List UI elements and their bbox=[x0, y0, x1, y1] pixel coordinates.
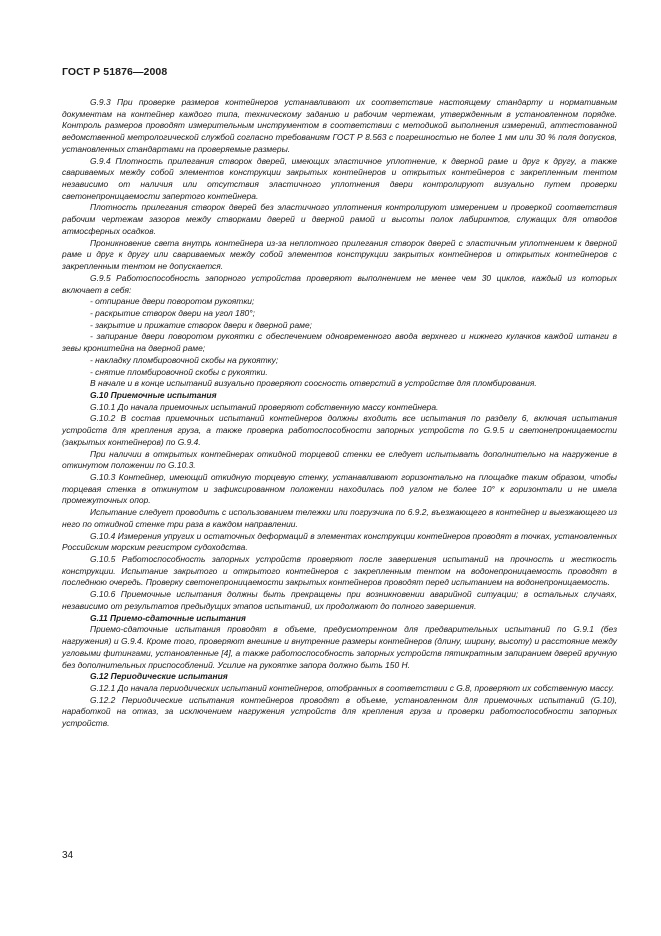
paragraph: В начале и в конце испытаний визуально проверяют соосность отверстий в устройстве для пломбирования. bbox=[90, 378, 537, 389]
page-number: 34 bbox=[62, 850, 74, 861]
paragraph: G.12.1 До начала периодических испытаний контейнеров, отобранных в соответствии с G.8, проверяют их собственную массу. bbox=[90, 682, 615, 693]
section-heading: G.11 Приемо-сдаточные испытания bbox=[90, 612, 246, 623]
paragraph: При наличии в открытых контейнерах откидной торцевой стенки ее следует испытывать дополнительно на нагружение в откинутом положении по G.10.3. bbox=[62, 448, 617, 471]
list-item: - накладку пломбировочной скобы на рукоятку; bbox=[90, 354, 279, 365]
paragraph: Приемо-сдаточные испытания проводят в объеме, предусмотренном для предварительных испытаний по G.9.1 (без нагружения) и G.9.4. Кроме того, проверяют внешние и внутренние размеры контейнеров (длину, ширину, высоту) и расстояние между угловыми фитингами, установленные [4], а также работоспособность запорных устройств пятикратным запиранием дверей вручную без дополнительных приспособлений. Усилие на рукоятке запора должно быть 150 Н. bbox=[62, 624, 617, 670]
list-item: - запирание двери поворотом рукоятки с обеспечением одновременного ввода верхнего и нижнего кулачков каждой штанги в зевы кронштейна на дверной раме; bbox=[62, 331, 617, 354]
paragraph: G.12.2 Периодические испытания контейнеров проводят в объеме, установленном для приемочных испытаний (G.10), наработкой на отказ, за исключением нагружения устройств для крепления груза и проверки работоспособности запорных устройств. bbox=[62, 694, 617, 729]
paragraph: G.10.2 В состав приемочных испытаний контейнеров должны входить все испытания по разделу 6, включая испытания устройств для крепления груза, а также проверка работоспособности запорных устройств по G.9.5 и светонепроницаемости (закрытых контейнеров) по G.9.4. bbox=[62, 413, 617, 447]
paragraph: G.10.4 Измерения упругих и остаточных деформаций в элементах конструкции контейнеров проводят в точках, установленных Российским морским регистром судоходства. bbox=[62, 530, 617, 553]
paragraph: G.10.1 До начала приемочных испытаний проверяют собственную массу контейнера. bbox=[90, 401, 439, 412]
paragraph: G.9.4 Плотность прилегания створок дверей, имеющих эластичное уплотнение, к дверной раме и друг к другу, а также свариваемых между собой элементов конструкции закрытых контейнеров и открытых контейнеров с закрепленным тентом независимо от наличия или отсутствия эластичного уплотнения двери контролируют визуально путем проверки светонепроницаемости запертого контейнера. bbox=[62, 155, 617, 201]
list-item: - снятие пломбировочной скобы с рукоятки. bbox=[90, 366, 268, 377]
paragraph: Плотность прилегания створок дверей без эластичного уплотнения контролируют измерением и проверкой соответствия рабочим чертежам зазоров между створками дверей и дверной рамой и высоты полок лабиринтов, служащих для отводов атмосферных осадков. bbox=[62, 202, 617, 236]
paragraph: Проникновение света внутрь контейнера из-за неплотного прилегания створок дверей с эластичным уплотнением к дверной раме и друг к другу или свариваемых между собой элементов конструкции закрытых контейнеров и открытых контейнеров с закрепленным тентом не допускается. bbox=[62, 237, 617, 272]
section-heading: G.10 Приемочные испытания bbox=[90, 389, 217, 400]
list-item: - отпирание двери поворотом рукоятки; bbox=[90, 296, 255, 307]
list-item: - раскрытие створок двери на угол 180°; bbox=[90, 307, 255, 318]
paragraph: G.10.6 Приемочные испытания должны быть прекращены при возникновении аварийной ситуации; в остальных случаях, независимо от результатов предыдущих этапов испытаний, их продолжают до полного завершения. bbox=[62, 589, 617, 611]
paragraph: G.9.5 Работоспособность запорного устройства проверяют выполнением не менее чем 30 циклов, каждый из которых включает в себя: bbox=[62, 272, 617, 295]
paragraph: G.9.3 При проверке размеров контейнеров устанавливают их соответствие настоящему стандарту и нормативным документам на контейнер каждого типа, техническому заданию и рабочим чертежам, утвержденным в установленном порядке. Контроль размеров проводят измерительным инструментом в соответствии с методикой выполнения измерений, аттестованной ведомственной метрологической службой согласно требованиям ГОСТ Р 8.563 с погрешностью не более 1 мм или 30 % поля допусков, установленных стандартами на проверяемые размеры. bbox=[62, 97, 617, 154]
list-item: - закрытие и прижатие створок двери к дверной раме; bbox=[90, 319, 312, 330]
paragraph: Испытание следует проводить с использованием тележки или погрузчика по 6.9.2, въезжающего в контейнер и выезжающего из него по откидной стенке три раза в каждом направлении. bbox=[62, 507, 617, 529]
section-heading: G.12 Периодические испытания bbox=[90, 671, 228, 682]
paragraph: G.10.3 Контейнер, имеющий откидную торцевую стенку, устанавливают горизонтально на площадке таким образом, чтобы торцевая стенка в откинутом и зафиксированном положении находилась под углом не более 10° к горизонтали и не имела промежуточных опор. bbox=[62, 472, 617, 506]
paragraph: G.10.5 Работоспособность запорных устройств проверяют после завершения испытаний на прочность и жесткость конструкции. Испытание закрытого и открытого контейнеров с закрепленным тентом на водонепроницаемость проводят в последнюю очередь. Проверку светонепроницаемости закрытых контейнеров проводят перед испытанием на водонепроницаемость. bbox=[62, 554, 617, 588]
document-header: ГОСТ Р 51876—2008 bbox=[62, 66, 168, 78]
document-body bbox=[62, 97, 617, 730]
